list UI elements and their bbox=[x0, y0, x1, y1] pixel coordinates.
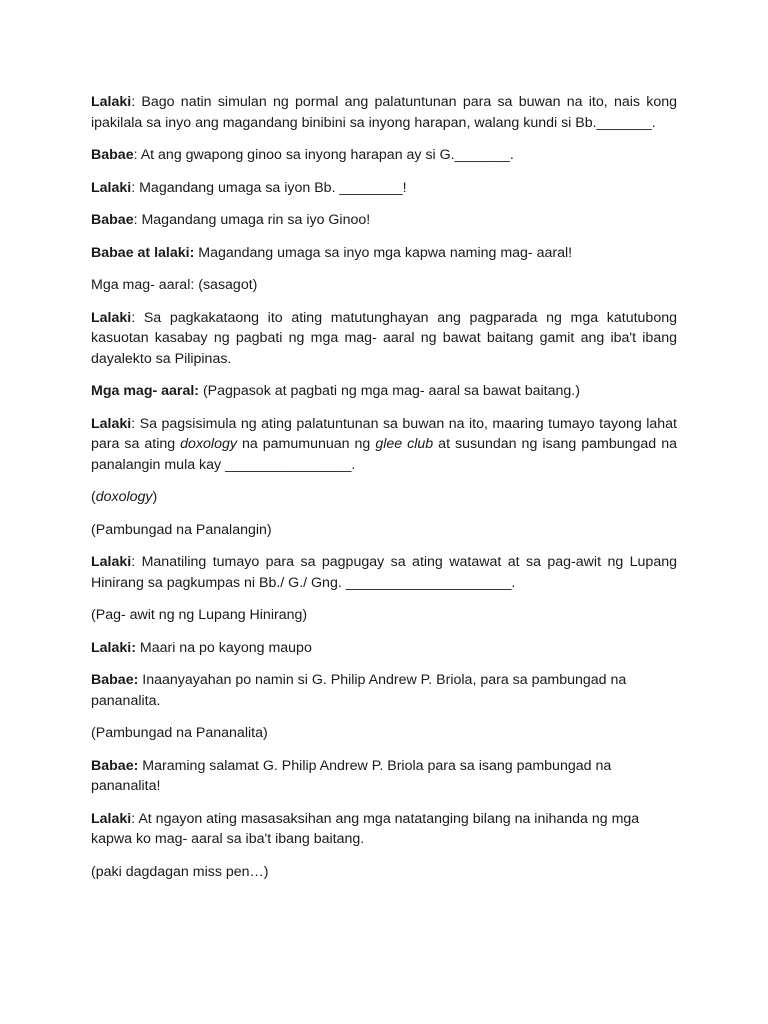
speaker-label: Babae: bbox=[91, 672, 139, 688]
dialogue-text: : Magandang umaga sa iyon Bb. ________! bbox=[131, 179, 407, 196]
paragraph-18 bbox=[91, 809, 677, 850]
dialogue-text: : Bago natin simulan ng pormal ang palatuntunan para sa buwan na ito, nais kong ipakilala sa inyo ang magandang binibini sa inyong harapan, walang kundi si Bb._______. bbox=[91, 94, 677, 131]
dialogue-text: : At ang gwapong ginoo sa inyong harapan ay si G._______. bbox=[133, 147, 514, 163]
paragraph-2 bbox=[91, 145, 677, 166]
dialogue-text: : Sa pagsisimula ng ating palatuntunan sa buwan na ito, maaring tumayo tayong lahat para sa ating bbox=[91, 415, 677, 452]
stage-direction-emphasis: doxology bbox=[95, 489, 153, 505]
paragraph-16 bbox=[91, 723, 677, 744]
dialogue-emphasis: glee club bbox=[375, 436, 434, 452]
dialogue-text: : At ngayon ating masasaksihan ang mga natatanging bilang na inihanda ng mga kapwa ko mag- aaral sa iba't ibang baitang. bbox=[91, 810, 640, 847]
dialogue-text: Maari na po kayong maupo bbox=[135, 639, 312, 656]
speaker-label: Lalaki bbox=[91, 810, 132, 827]
stage-direction: Mga mag- aaral: (sasagot) bbox=[91, 277, 258, 293]
stage-direction: (Pambungad na Pananalita) bbox=[91, 725, 268, 741]
paragraph-4 bbox=[91, 210, 677, 231]
speaker-label: Babae at lalaki: bbox=[91, 244, 195, 261]
dialogue-text: Magandang umaga sa inyo mga kapwa naming mag- aaral! bbox=[194, 244, 573, 261]
paragraph-11 bbox=[91, 520, 677, 541]
speaker-label: Lalaki bbox=[91, 415, 132, 432]
dialogue-text: at susundan ng isang pambungad na panalangin mula kay ________________. bbox=[91, 436, 677, 473]
paragraph-19 bbox=[91, 862, 677, 883]
paragraph-8 bbox=[91, 381, 677, 402]
paragraph-10 bbox=[91, 487, 677, 508]
speaker-label: Babae bbox=[91, 212, 134, 228]
dialogue-text: : Sa pagkakataong ito ating matutunghayan ang pagparada ng mga katutubong kasuotan kasabay ng pagbati ng mga mag- aaral ng bawat baitang gamit ang iba't ibang dayalekto sa Pilipinas. bbox=[91, 309, 677, 367]
paragraph-6 bbox=[91, 275, 677, 296]
speaker-label: Lalaki: bbox=[91, 639, 136, 656]
paragraph-5 bbox=[91, 243, 677, 264]
paragraph-12 bbox=[91, 552, 677, 593]
paragraph-7 bbox=[91, 308, 677, 370]
paragraph-9 bbox=[91, 414, 677, 476]
dialogue-text: (Pagpasok at pagbati ng mga mag- aaral sa bawat baitang.) bbox=[199, 383, 580, 399]
paragraph-17 bbox=[91, 756, 677, 797]
dialogue-text: : Magandang umaga rin sa iyo Ginoo! bbox=[133, 212, 371, 228]
paragraph-3 bbox=[91, 178, 677, 199]
speaker-label: Lalaki bbox=[91, 179, 132, 196]
stage-direction-open: ( bbox=[91, 489, 96, 505]
stage-direction: (Pag- awit ng ng Lupang Hinirang) bbox=[91, 607, 308, 623]
paragraph-15 bbox=[91, 670, 677, 711]
stage-direction-close: ) bbox=[152, 489, 158, 505]
dialogue-text: na pamumunuan ng bbox=[236, 436, 376, 452]
speaker-label: Mga mag- aaral: bbox=[91, 383, 200, 399]
dialogue-text: Maraming salamat G. Philip Andrew P. Briola para sa isang pambungad na pananalita! bbox=[91, 757, 612, 794]
stage-direction: (paki dagdagan miss pen…) bbox=[91, 863, 269, 880]
dialogue-text: Inaanyayahan po namin si G. Philip Andrew P. Briola, para sa pambungad na pananalita. bbox=[91, 672, 627, 709]
speaker-label: Babae: bbox=[91, 757, 139, 774]
speaker-label: Babae bbox=[91, 147, 134, 163]
paragraph-14 bbox=[91, 638, 677, 659]
speaker-label: Lalaki bbox=[91, 309, 132, 326]
paragraph-1 bbox=[91, 92, 677, 133]
paragraph-13 bbox=[91, 605, 677, 626]
speaker-label: Lalaki bbox=[91, 94, 132, 110]
dialogue-emphasis: doxology bbox=[180, 436, 237, 452]
dialogue-text: : Manatiling tumayo para sa pagpugay sa ating watawat at sa pag-awit ng Lupang Hinirang sa pagkumpas ni Bb./ G./ Gng. _____________________. bbox=[91, 554, 677, 591]
stage-direction: (Pambungad na Panalangin) bbox=[91, 521, 272, 538]
speaker-label: Lalaki bbox=[91, 554, 132, 570]
